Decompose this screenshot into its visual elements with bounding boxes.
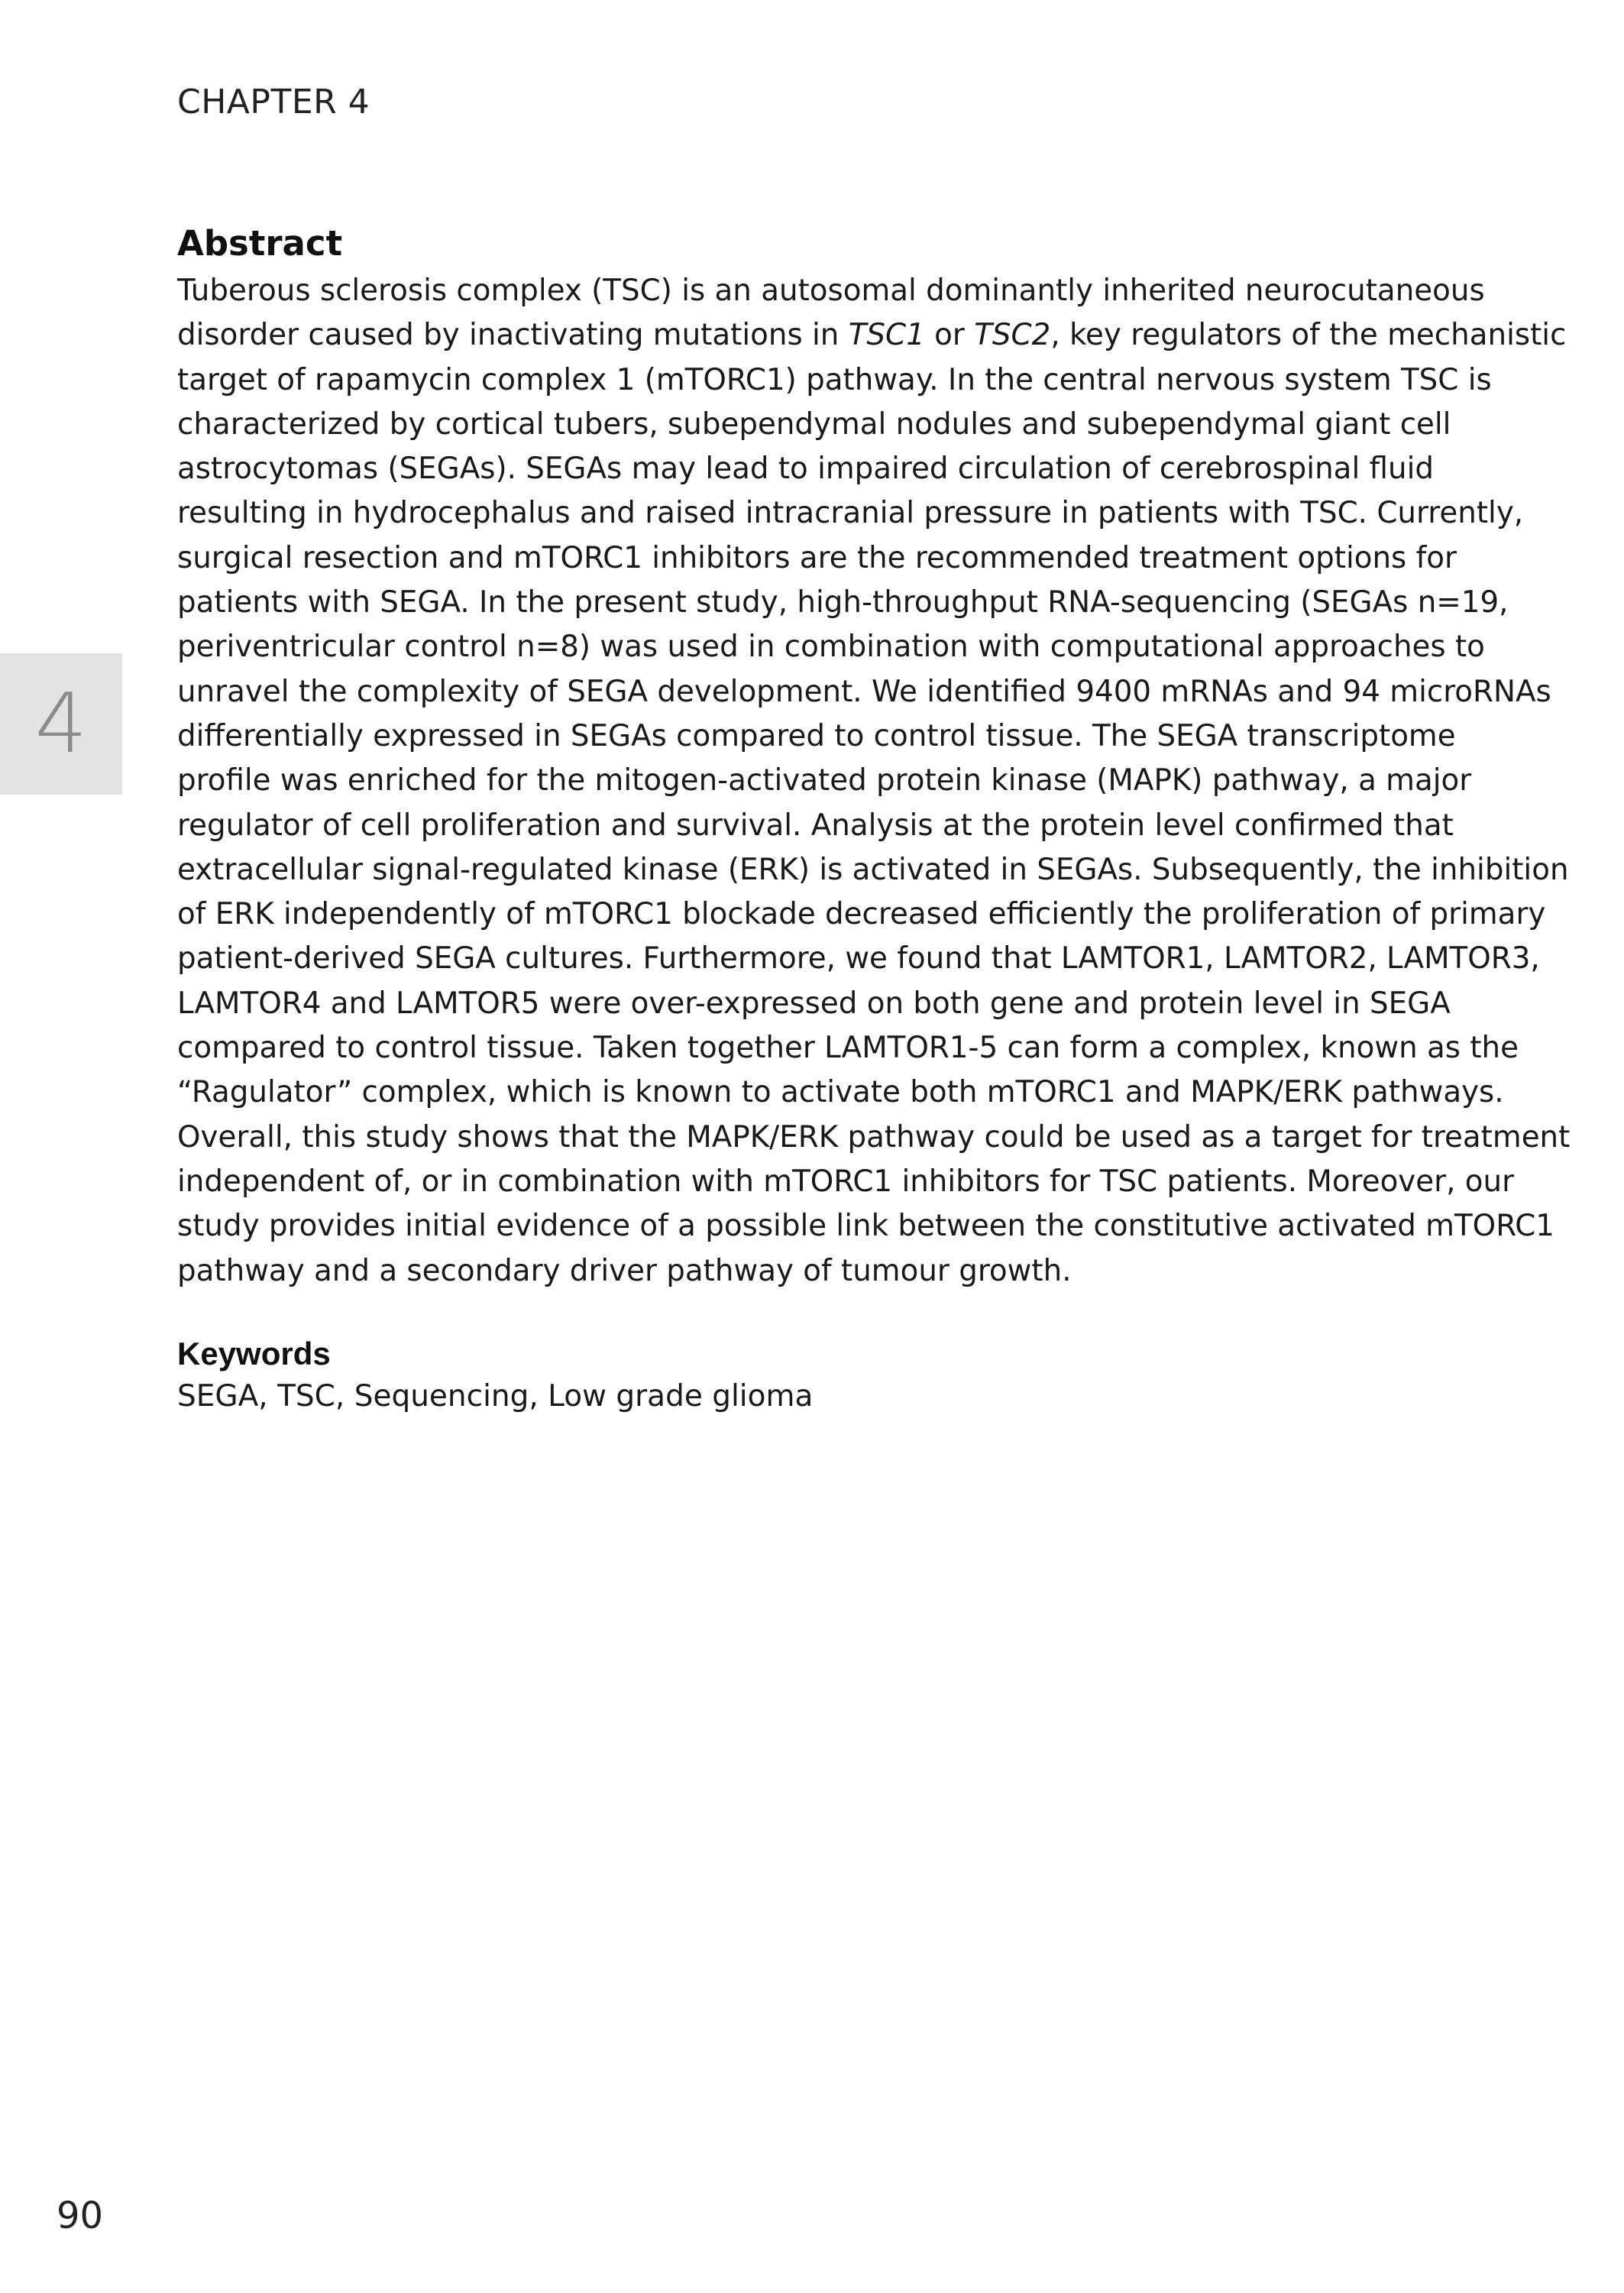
abstract-line: patients with SEGA. In the present study, high-throughput RNA-sequencing (SEGAs n=19, [177, 585, 1509, 620]
abstract-line: Overall, this study shows that the MAPK/ERK pathway could be used as a target for treatment [177, 1119, 1571, 1155]
abstract-line: of ERK independently of mTORC1 blockade decreased efficiently the proliferation of primary [177, 897, 1546, 932]
abstract-line: characterized by cortical tubers, subependymal nodules and subependymal giant cell [177, 406, 1451, 442]
keywords-list: SEGA, TSC, Sequencing, Low grade glioma [177, 1379, 814, 1414]
abstract-line: profile was enriched for the mitogen-activated protein kinase (MAPK) pathway, a major [177, 763, 1472, 798]
abstract-line: astrocytomas (SEGAs). SEGAs may lead to impaired circulation of cerebrospinal fluid [177, 452, 1434, 487]
abstract-line: Tuberous sclerosis complex (TSC) is an autosomal dominantly inherited neurocutaneous [177, 274, 1485, 308]
abstract-line [177, 313, 1567, 358]
abstract-line: target of rapamycin complex 1 (mTORC1) pathway. In the central nervous system TSC is [177, 362, 1492, 397]
abstract-line: differentially expressed in SEGAs compared to control tissue. The SEGA transcriptome [177, 718, 1456, 753]
abstract-line: extracellular signal-regulated kinase (ERK) is activated in SEGAs. Subsequently, the inhibition [177, 852, 1569, 887]
abstract-line: resulting in hydrocephalus and raised intracranial pressure in patients with TSC. Currently, [177, 496, 1524, 531]
gene-name-italic: TSC2 [974, 318, 1051, 353]
abstract-text-fragment: or [924, 318, 975, 353]
abstract-line: compared to control tissue. Taken together LAMTOR1-5 can form a complex, known as the [177, 1031, 1519, 1066]
abstract-line: independent of, or in combination with mTORC1 inhibitors for TSC patients. Moreover, our [177, 1164, 1515, 1199]
abstract-line: surgical resection and mTORC1 inhibitors are the recommended treatment options for [177, 540, 1457, 575]
abstract-body [177, 269, 1571, 1294]
running-header-chapter: CHAPTER 4 [177, 83, 370, 121]
abstract-line: study provides initial evidence of a possible link between the constitutive activated mTORC1 [177, 1209, 1554, 1244]
abstract-line: pathway and a secondary driver pathway of tumour growth. [177, 1253, 1072, 1288]
abstract-text-fragment: , key regulators of the mechanistic [1050, 318, 1567, 353]
keywords-heading: Keywords [177, 1336, 331, 1372]
abstract-text-fragment: disorder caused by inactivating mutations in [177, 318, 849, 353]
abstract-line: periventricular control n=8) was used in combination with computational approaches to [177, 630, 1485, 665]
abstract-line: “Ragulator” complex, which is known to activate both mTORC1 and MAPK/ERK pathways. [177, 1075, 1504, 1110]
page-number: 90 [57, 2194, 104, 2237]
gene-name-italic: TSC1 [848, 318, 925, 353]
abstract-heading: Abstract [177, 223, 343, 264]
abstract-line: patient-derived SEGA cultures. Furthermore, we found that LAMTOR1, LAMTOR2, LAMTOR3, [177, 941, 1540, 976]
abstract-line: unravel the complexity of SEGA development. We identified 9400 mRNAs and 94 microRNAs [177, 674, 1551, 709]
abstract-line: LAMTOR4 and LAMTOR5 were over-expressed on both gene and protein level in SEGA [177, 986, 1451, 1021]
abstract-line: regulator of cell proliferation and survival. Analysis at the protein level confirmed that [177, 808, 1454, 843]
chapter-side-tab [0, 653, 122, 795]
chapter-tab-number: 4 [34, 676, 88, 772]
